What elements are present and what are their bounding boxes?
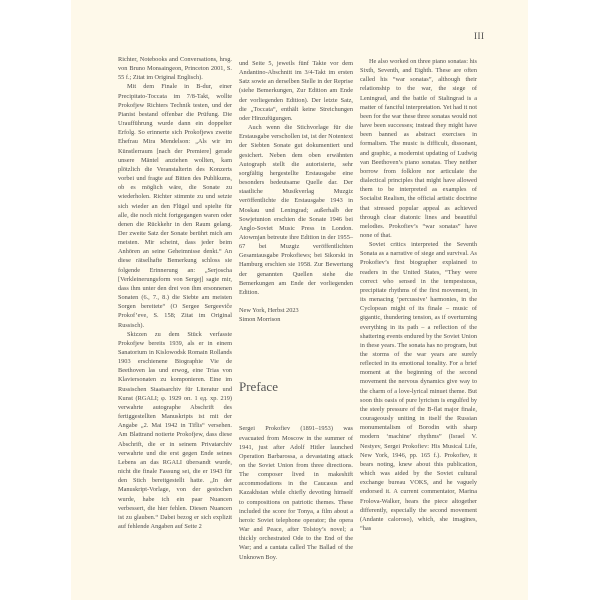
page-number: III	[474, 31, 485, 41]
left-column	[118, 55, 232, 531]
middle-column	[239, 59, 353, 562]
paragraph: Mit dem Finale in B-dur, einer Precipitato-Toccata im 7/8-Takt, wollte Prokofjew Richters Technik testen, und der Pianist bestand offenbar die Prüfung. Die Uraufführung wurde dann ein doppelter Erfolg. So erinnerte sich Prokofjews zweite Ehefrau Mira Mendelson: „Als wir im Künstlerraum [nach der Premiere] gerade unsere Mäntel anziehen wollten, kam plötzlich die Veranstalterin des Konzerts vorbei und fragte auf Bitten des Publikums, ob es möglich wäre, die Sonate zu wiederholen. Richter stimmte zu und setzte sich wieder an den Flügel und spielte für alle, die noch nicht fortgegangen waren oder denen die Rückkehr in den Raum gelang. Der zweite Satz der Sonate berührt mich am meisten. Mir scheint, dass jeder beim Anhören an seine Geheimnisse denkt.“ An diese rätselhafte Bemerkung schloss sie folgende Erinnerung an: „Serjoscha [Verkleinerungsform von Sergej] sagte mir, dass ihm unter den drei von ihm ersonnenen Sonaten (6., 7., 8.) die Siebte am meisten Sorgen bereitete“ (O Sergee Sergeeviče Prokof’eve, S. 158; Zitat im Original Russisch).	[118, 83, 232, 329]
signature-name: Simon Morrison	[239, 316, 281, 324]
paragraph: Soviet critics interpreted the Seventh Sonata as a narrative of siege and survival. As Prokofiev’s first biographer explained to readers in the United States, “They were correct who sensed in the tempestuous, precipitate rhythms of the first movement, in its menacing ‘percussive’ harmonies, in the Cyclopean might of its finale – music of gigantic, thundering tension, as if overturning everything in its path – a reflection of the shattering events endured by the Soviet Union in these years. The sonata has no program, but the storms of the war years are surely reflected in its emotional tonality. For a brief moment at the beginning of the second movement the nervous dynamics give way to the charm of a love-lyrical minuet theme. But soon this oasis of pure lyricism is engulfed by the steely pressure of the B-flat major finale, courageously uniting in itself the Russian monumentalism of Borodin with sharp modern ‘machine’ rhythms” (Israel V. Nestyev, Sergei Prokofiev: His Musical Life, New York, 1946, pp. 165 f.). Prokofiev, it bears noting, knew about this publication, which was aided by the Soviet cultural exchange bureau VOKS, and he vaguely endorsed it. A current commentator, Marina Frolova-Walker, hears the piece altogether differently, especially the second movement (Andante caloroso), which, she imagines, “has	[360, 241, 477, 532]
paragraph: Skizzen zu dem Stück verfasste Prokofjew bereits 1939, als er in einem Sanatorium in Kislowodsk Romain Rollands 1903 erschienene Biographie Vie de Beethoven las und erwog, eine Trias von Klaviersonaten zu komponieren. Eine im Russischen Staatsarchiv für Literatur und Kunst (RGALI; φ. 1929 оп. 1 ед. хр. 219) verwahrte autographe Abschrift des fertiggestellten Manuskripts ist mit der Angabe „2. Mai 1942 in Tiflis“ versehen. Am Blattrand notierte Prokofjew, dass diese Abschrift, die er in seinem Privatarchiv verwahrte und die erst gegen Ende seines Lebens an das RGALI übersandt wurde, nicht die finale Fassung sei, die er 1943 für den Stich bereitgestellt hatte. „In der Manuskript-Vorlage, von der gestochen wurde, habe ich ein paar Nuancen verbessert, die hier fehlen. Diesen Nuancen ist zu glauben.“ Dabei bezog er sich explizit auf fehlende Angaben auf Seite 2	[118, 330, 232, 530]
paragraph: Auch wenn die Stichvorlage für die Erstausgabe verschollen ist, ist der Notentext der Siebten Sonate gut dokumentiert und gesichert. Neben dem oben erwähnten Autograph stellt die autorisierte, sehr sorgfältig hergestellte Erstausgabe eine besonders bedeutsame Quelle dar. Der staatliche Musikverlag Muzgiz veröffentlichte die Erstausgabe 1943 in Moskau und Leningrad; außerhalb der Sowjetunion erschien die Sonate 1946 bei Anglo-Soviet Music Press in London. Atowmjan betreute ihre Edition in der 1955–67 bei Muzgiz veröffentlichten Gesamtausgabe Prokofiews; bei Sikorski in Hamburg erschien sie 1958. Zur Bewertung der genannten Quellen siehe die Bemerkungen am Ende der vorliegenden Edition.	[239, 124, 353, 296]
paragraph: und Seite 5, jeweils fünf Takte vor dem Andantino-Abschnitt im 3/4-Takt im ersten Satz sowie an derselben Stelle in der Reprise (siehe Bemerkungen, Zur Edition am Ende der vorliegenden Edition). Der letzte Satz, die „Toccata“, enthält keine Streichungen oder Hinzufügungen.	[239, 60, 353, 122]
paragraph: He also worked on three piano sonatas: his Sixth, Seventh, and Eighth. These are often called his “war sonatas”, although their relationship to the war, the siege of Leningrad, and the battle of Stalingrad is a matter of fanciful interpretation. Yet had it not been for the war these three sonatas would not have been successes; instead they might have been banned as abstract exercises in formalism. The music is difficult, dissonant, and graphic, a modernist updating of Ludwig van Beethoven’s piano sonatas. They neither borrow from folklore nor articulate the dialectical principles that might have allowed them to be interpreted as examples of Socialist Realism, the official artistic doctrine that stressed popular appeal as achieved through clear diatonic lines and beautiful melodies. Prokofiev’s “war sonatas” have none of that.	[360, 58, 477, 239]
right-column	[360, 57, 477, 533]
paragraph: Sergei Prokofiev (1891–1953) was evacuated from Moscow in the summer of 1941, just after Adolf Hitler launched Operation Barbarossa, a devastating attack on the Soviet Union from three directions. The composer lived in makeshift accommodations in the Caucasus and Kazakhstan while chiefly devoting himself to compositions on patriotic themes. These included the score for Tonya, a film about a heroic Soviet telephone operator; the opera War and Peace, after Tolstoy’s novel; a thickly orchestrated Ode to the End of the War; and a cantata called The Ballad of the Unknown Boy.	[239, 425, 353, 561]
paragraph: Richter, Notebooks and Conversations, hrsg. von Bruno Monsaingeon, Princeton 2001, S. 55 f.; Zitat im Original Englisch).	[118, 56, 232, 82]
signature-place-date: New York, Herbst 2023	[239, 307, 299, 315]
section-heading: Preface	[239, 379, 278, 395]
